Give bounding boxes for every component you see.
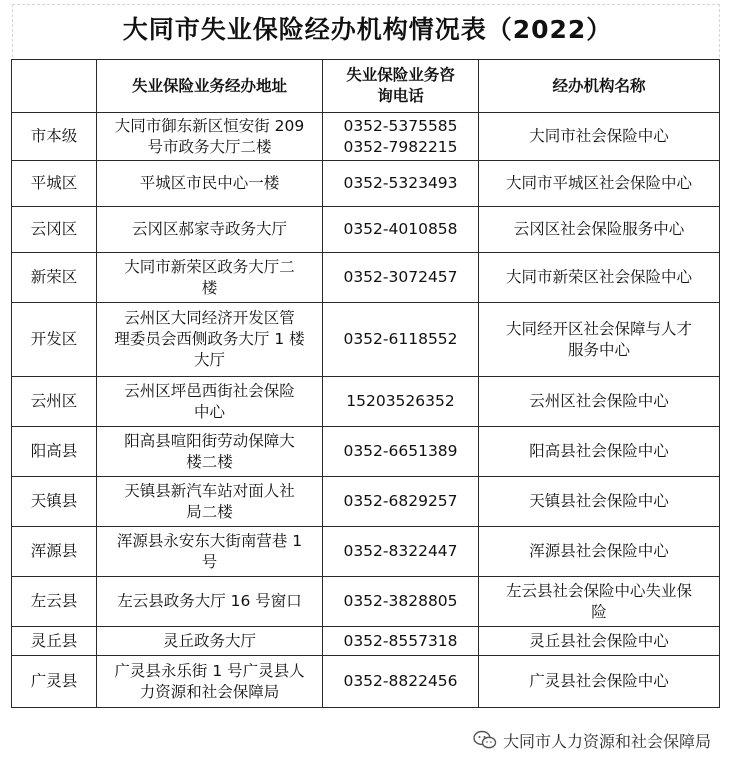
agency-cell: 大同经开区社会保障与人才 服务中心 [479,303,720,377]
phone-cell: 0352-8822456 [323,656,479,708]
address-cell: 天镇县新汽车站对面人社 局二楼 [97,477,323,527]
address-cell: 浑源县永安东大街南营巷 1 号 [97,527,323,577]
district-cell: 广灵县 [12,656,97,708]
header-agency: 经办机构名称 [479,60,720,113]
source-name: 大同市人力资源和社会保障局 [502,731,711,751]
phone-cell: 0352-5323493 [323,161,479,207]
agency-cell: 浑源县社会保险中心 [479,527,720,577]
address-cell: 灵丘政务大厅 [97,627,323,656]
agency-cell: 阳高县社会保险中心 [479,427,720,477]
address-cell: 大同市新荣区政务大厅二 楼 [97,253,323,303]
address-cell: 广灵县永乐街 1 号广灵县人 力资源和社会保障局 [97,656,323,708]
address-cell: 平城区市民中心一楼 [97,161,323,207]
table-row [12,477,720,527]
agency-cell: 云州区社会保险中心 [479,377,720,427]
table-row [12,113,720,161]
address-cell: 云州区坪邑西街社会保险 中心 [97,377,323,427]
agency-cell: 天镇县社会保险中心 [479,477,720,527]
district-cell: 云州区 [12,377,97,427]
agency-cell: 云冈区社会保险服务中心 [479,207,720,253]
district-cell: 灵丘县 [12,627,97,656]
table-row [12,527,720,577]
agency-cell: 左云县社会保险中心失业保 险 [479,577,720,627]
table-header-row [12,60,720,113]
wechat-icon [473,730,497,750]
district-cell: 云冈区 [12,207,97,253]
district-cell: 平城区 [12,161,97,207]
agency-table [11,59,720,708]
phone-cell: 15203526352 [323,377,479,427]
header-phone: 失业保险业务咨 询电话 [323,60,479,113]
phone-cell: 0352-4010858 [323,207,479,253]
table-row [12,161,720,207]
agency-cell: 灵丘县社会保险中心 [479,627,720,656]
agency-cell: 广灵县社会保险中心 [479,656,720,708]
table-row [12,207,720,253]
district-cell: 阳高县 [12,427,97,477]
agency-cell: 大同市社会保险中心 [479,113,720,161]
district-cell: 新荣区 [12,253,97,303]
table-row [12,627,720,656]
district-cell: 市本级 [12,113,97,161]
address-cell: 阳高县喧阳街劳动保障大 楼二楼 [97,427,323,477]
phone-cell: 0352-5375585 0352-7982215 [323,113,479,161]
agency-cell: 大同市平城区社会保险中心 [479,161,720,207]
phone-cell: 0352-8322447 [323,527,479,577]
table-row [12,377,720,427]
address-cell: 云州区大同经济开发区管 理委员会西侧政务大厅 1 楼 大厅 [97,303,323,377]
table-row [12,253,720,303]
phone-cell: 0352-6829257 [323,477,479,527]
table-row [12,303,720,377]
page-title: 大同市失业保险经办机构情况表（2022） [122,15,613,44]
header-address: 失业保险业务经办地址 [97,60,323,113]
phone-cell: 0352-3828805 [323,577,479,627]
source-watermark [473,727,711,753]
address-cell: 左云县政务大厅 16 号窗口 [97,577,323,627]
phone-cell: 0352-8557318 [323,627,479,656]
phone-cell: 0352-3072457 [323,253,479,303]
header-district [12,60,97,113]
phone-cell: 0352-6118552 [323,303,479,377]
district-cell: 左云县 [12,577,97,627]
table-row [12,656,720,708]
district-cell: 天镇县 [12,477,97,527]
table-row [12,427,720,477]
address-cell: 大同市御东新区恒安街 209 号市政务大厅二楼 [97,113,323,161]
district-cell: 浑源县 [12,527,97,577]
agency-cell: 大同市新荣区社会保险中心 [479,253,720,303]
district-cell: 开发区 [12,303,97,377]
address-cell: 云冈区郝家寺政务大厅 [97,207,323,253]
table-row [12,577,720,627]
phone-cell: 0352-6651389 [323,427,479,477]
